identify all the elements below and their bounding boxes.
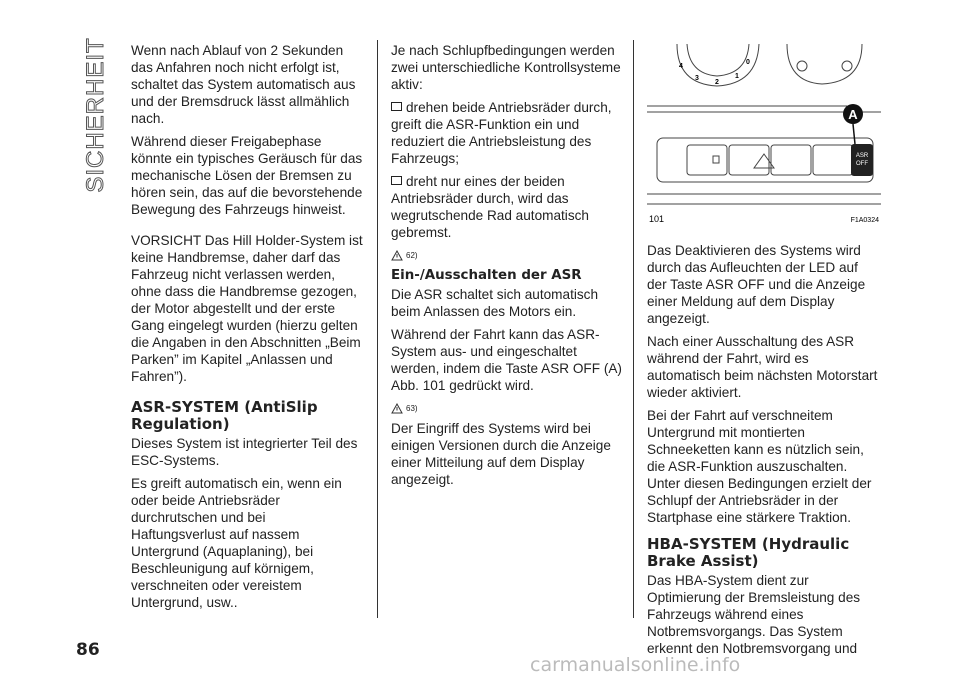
bullet-item: dreht nur eines der beiden Antriebsräder durch, wird das wegrutschende Rad automatisch gebremst. <box>391 174 589 240</box>
warning-triangle-icon <box>391 250 403 261</box>
watermark: carmanualsonline.info <box>530 654 741 676</box>
warning-ref: 62) <box>391 247 623 263</box>
column-divider <box>633 40 634 618</box>
paragraph: Wenn nach Ablauf von 2 Sekunden das Anfahren noch nicht erfolgt ist, schaltet das System automatisch aus und der Bremsdruck lässt allmählich nach. <box>131 43 356 126</box>
figure-asr-button <box>647 44 881 229</box>
paragraph: Bei der Fahrt auf verschneitem Untergrund mit montierten Schneeketten kann es nützlich sein, die ASR-Funktion auszuschalten. Unter diesen Bedingungen erzielt der Schlupf der Antriebsräder in der Startphase eine stärkere Traktion. <box>647 408 872 525</box>
column-divider <box>377 40 378 618</box>
dashboard-illustration <box>647 44 881 229</box>
dial-number: 4 <box>679 63 683 70</box>
bullet-item: drehen beide Antriebsräder durch, greift die ASR-Funktion ein und reduziert die Antriebsleistung des Fahrzeugs; <box>391 100 612 166</box>
warning-ref: 63) <box>391 400 623 416</box>
bullet-icon <box>391 102 402 111</box>
section-side-label: SICHERHEIT <box>82 37 109 193</box>
subheading-asr-toggle: Ein-/Ausschalten der ASR <box>391 268 582 283</box>
warning-triangle-icon <box>391 403 403 414</box>
paragraph: Der Eingriff des Systems wird bei einigen Versionen durch die Anzeige einer Mitteilung auf dem Display angezeigt. <box>391 421 611 487</box>
section-heading-asr: ASR-SYSTEM (AntiSlip Regulation) <box>131 398 318 433</box>
callout-a: A <box>848 107 858 122</box>
dial-number: 2 <box>715 79 719 86</box>
figure-number: 101 <box>649 214 665 224</box>
asr-button-label: ASR <box>855 153 869 159</box>
paragraph: Das Deaktivieren des Systems wird durch das Aufleuchten der LED auf der Taste ASR OFF und die Anzeige einer Meldung auf dem Display angezeigt. <box>647 243 866 326</box>
column-2 <box>391 42 623 494</box>
dial-number: 3 <box>695 75 699 82</box>
paragraph: Die ASR schaltet sich automatisch beim Anlassen des Motors ein. <box>391 287 599 319</box>
column-1 <box>131 42 363 617</box>
column-3 <box>647 242 881 663</box>
paragraph: Je nach Schlupfbedingungen werden zwei unterschiedliche Kontrollsysteme aktiv: <box>391 43 621 92</box>
dial-number: 1 <box>735 73 739 80</box>
bullet-icon <box>391 176 402 185</box>
figure-code: F1A0324 <box>850 217 879 224</box>
paragraph: Es greift automatisch ein, wenn ein oder beide Antriebsräder durchrutschen und bei Haftungsverlust auf nassem Untergrund (Aquaplaning), bei Beschleunigung auf körnigem, verschneiten oder vereistem Untergrund, usw.. <box>131 476 342 610</box>
warning-paragraph: VORSICHT Das Hill Holder-System ist keine Handbremse, daher darf das Fahrzeug nicht verlassen werden, ohne dass die Handbremse gezogen, der Motor abgestellt und der erste Gang eingelegt wurden (hierzu gelten die Angaben in den Abschnitten „Beim Parken” im Kapitel „Anlassen und Fahren”). <box>131 233 363 384</box>
asr-button-off-label: OFF <box>856 161 868 167</box>
section-heading-hba: HBA-SYSTEM (Hydraulic Brake Assist) <box>647 535 850 570</box>
paragraph: Dieses System ist integrierter Teil des ESC-Systems. <box>131 436 358 468</box>
paragraph: Während der Fahrt kann das ASR-System aus- und eingeschaltet werden, indem die Taste ASR OFF (A) Abb. 101 gedrückt wird. <box>391 327 622 393</box>
paragraph: Während dieser Freigabephase könnte ein typisches Geräusch für das mechanische Lösen der Bremsen zu hören sein, das auf die bevorstehende Bewegung des Fahrzeugs hinweist. <box>131 134 363 217</box>
paragraph: Nach einer Ausschaltung des ASR während der Fahrt, wird es automatisch beim nächsten Motorstart wieder aktiviert. <box>647 334 878 400</box>
paragraph: Das HBA-System dient zur Optimierung der Bremsleistung des Fahrzeugs während eines Notbremsvorgangs. Das System erkennt den Notbremsvorgang und <box>647 573 861 656</box>
dial-number: 0 <box>746 59 750 66</box>
page-number: 86 <box>76 640 100 660</box>
